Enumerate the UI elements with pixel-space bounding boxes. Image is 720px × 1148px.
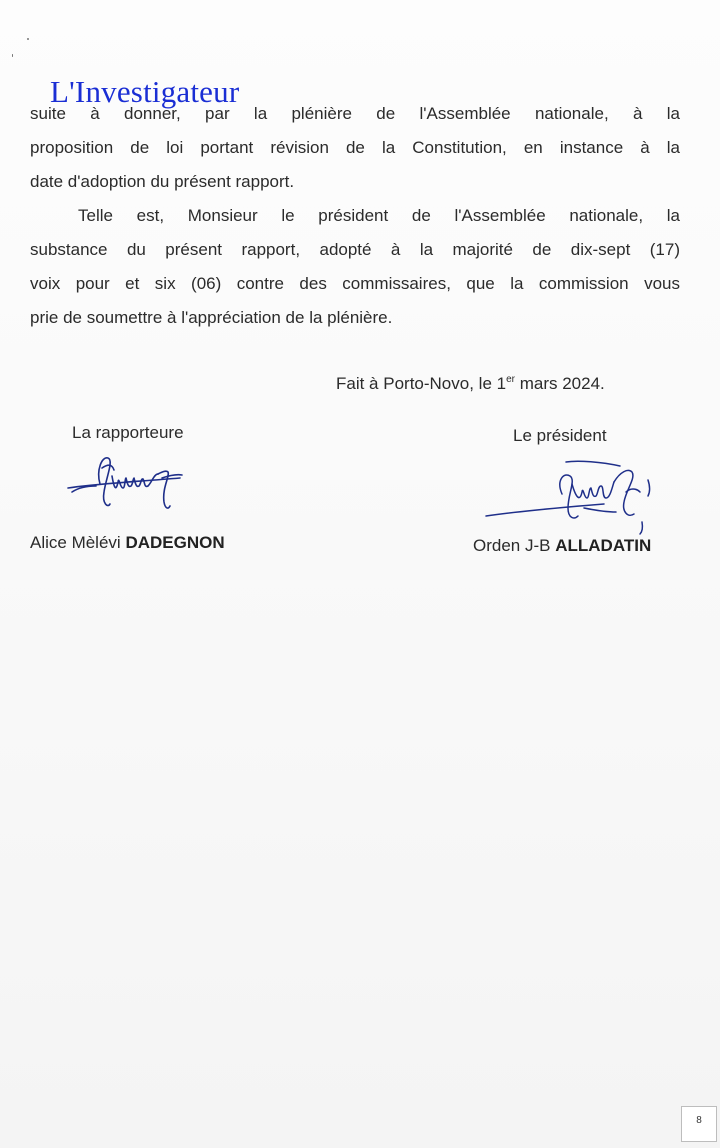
watermark-logo: L'Investigateur <box>50 74 240 109</box>
rapporteur-signature <box>62 448 192 528</box>
text-line: Telle est, Monsieur le président de l'Assemblée nationale, la <box>78 206 680 225</box>
place-date-prefix: Fait à Porto-Novo, le 1 <box>336 374 507 393</box>
president-surname: ALLADATIN <box>555 536 652 555</box>
text-line: date d'adoption du présent rapport. <box>30 172 295 191</box>
text-line: prie de soumettre à l'appréciation de la plénière. <box>30 308 393 327</box>
text-line: substance du présent rapport, adopté à la majorité de dix-sept (17) <box>30 240 680 259</box>
president-signature <box>484 458 659 536</box>
page-number: 8 <box>681 1106 717 1142</box>
place-date-suffix: mars 2024. <box>514 374 605 393</box>
rapporteur-first-names: Alice Mèlévi <box>30 533 121 552</box>
rapporteur-title: La rapporteure <box>72 423 184 442</box>
paragraph-conclusion <box>30 199 680 335</box>
scan-speck <box>12 54 13 57</box>
text-line: voix pour et six (06) contre des commissaires, que la commission vous <box>30 274 680 293</box>
president-first-names: Orden J-B <box>473 536 551 555</box>
president-name <box>473 536 651 556</box>
rapporteur-surname: DADEGNON <box>125 533 225 552</box>
president-title: Le président <box>513 426 607 445</box>
place-date-superscript: er <box>506 374 515 385</box>
paragraph-continuation <box>30 97 680 199</box>
text-line: proposition de loi portant révision de la Constitution, en instance à la <box>30 138 680 157</box>
scan-speck <box>27 38 29 40</box>
rapporteur-name <box>30 533 225 553</box>
text-line: suite à donner, par la plénière de l'Assemblée nationale, à la <box>30 104 680 123</box>
place-and-date <box>336 374 605 394</box>
